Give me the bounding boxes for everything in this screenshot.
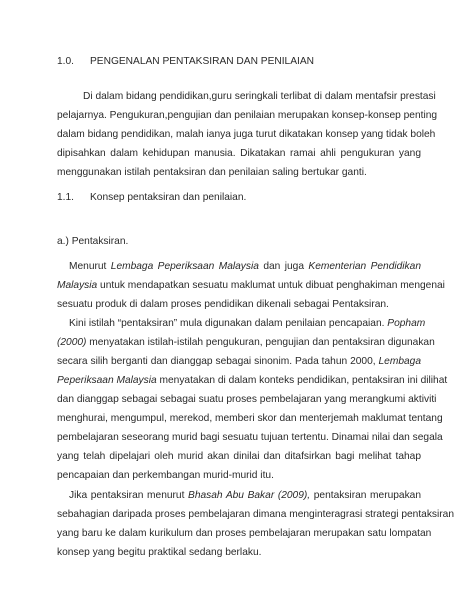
section-heading-1-1 xyxy=(57,192,246,203)
italic-citation: Peperiksaan Malaysia xyxy=(57,375,157,386)
text-line: Jika pentaksiran menurut Bhasah Abu Bakar (2009), pentaksiran merupakan xyxy=(69,490,422,501)
text-line: menghurai, mengumpul, merekod, memberi skor dan menterjemah maklumat tentang xyxy=(57,413,443,424)
text-line: menggunakan istilah pentaksiran dan penilaian saling bertukar ganti. xyxy=(57,167,367,178)
text-line: dipisahkan dalam kehidupan manusia. Dikatakan ramai ahli pengukuran yang xyxy=(57,148,421,159)
text-line: pelajarnya. Pengukuran,pengujian dan penilaian merupakan konsep-konsep penting xyxy=(57,110,438,121)
text-line: yang telah dipelajari oleh murid akan dinilai dan ditafsirkan bagi melihat tahap xyxy=(57,451,421,462)
text-line: konsep yang begitu praktikal sedang berlaku. xyxy=(57,547,262,558)
subsection-heading-a xyxy=(57,236,128,247)
italic-citation: Popham xyxy=(387,318,426,329)
text-line: dalam bidang pendidikan, malah ianya juga turut dikatakan konsep yang tidak boleh xyxy=(57,129,436,140)
italic-citation: Bhasah Abu Bakar (2009), xyxy=(188,490,311,501)
text-line: Di dalam bidang pendidikan,guru seringkali terlibat di dalam mentafsir prestasi xyxy=(83,91,436,102)
text-line: (2000) menyatakan istilah-istilah pengukuran, pengujian dan pentaksiran digunakan xyxy=(57,337,435,348)
italic-citation: Kementerian Pendidikan xyxy=(308,261,421,272)
text-line: Peperiksaan Malaysia menyatakan di dalam konteks pendidikan, pentaksiran ini dilihat xyxy=(57,375,448,386)
section-title: PENGENALAN PENTAKSIRAN DAN PENILAIAN xyxy=(90,56,314,67)
paragraph-menurut xyxy=(57,257,445,314)
section-title: Konsep pentaksiran dan penilaian. xyxy=(90,192,247,203)
section-number: 1.0. xyxy=(57,56,74,67)
italic-citation: Lembaga xyxy=(378,356,421,367)
text-line: Menurut Lembaga Peperiksaan Malaysia dan juga Kementerian Pendidikan xyxy=(69,261,421,272)
text-line: pembelajaran seseorang murid bagi sesuatu tujuan tertentu. Dinamai nilai dan segala xyxy=(57,432,443,443)
paragraph-jika xyxy=(57,486,454,562)
section-heading-1-0 xyxy=(57,56,314,67)
italic-citation: Lembaga Peperiksaan Malaysia xyxy=(110,261,259,272)
text-line: sesuatu produk di dalam proses pendidikan dikenali sebagai Pentaksiran. xyxy=(57,299,389,310)
paragraph-kini xyxy=(57,314,448,485)
text-line: dan dianggap sebagai sebagai suatu proses pembelajaran yang merangkumi aktiviti xyxy=(57,394,437,405)
text-line: Kini istilah “pentaksiran” mula digunakan dalam penilaian pencapaian. Popham xyxy=(69,318,426,329)
text-line: yang baru ke dalam kurikulum dan proses pembelajaran merupakan satu lompatan xyxy=(57,528,432,539)
text-line: sebahagian daripada proses pembelajaran dimana menginteragrasi strategi pentaksiran xyxy=(57,509,454,520)
text-line: pencapaian dan perkembangan murid-murid itu. xyxy=(57,470,274,481)
paragraph-intro xyxy=(57,87,438,182)
italic-citation: (2000) xyxy=(57,337,87,348)
text-line: Malaysia untuk mendapatkan sesuatu maklumat untuk dibuat penghakiman mengenai xyxy=(57,280,445,291)
text-line: secara silih berganti dan dianggap sebagai sinonim. Pada tahun 2000, Lembaga xyxy=(57,356,421,367)
subsection-title: a.) Pentaksiran. xyxy=(57,236,129,247)
section-number: 1.1. xyxy=(57,192,74,203)
italic-citation: Malaysia xyxy=(57,280,98,291)
